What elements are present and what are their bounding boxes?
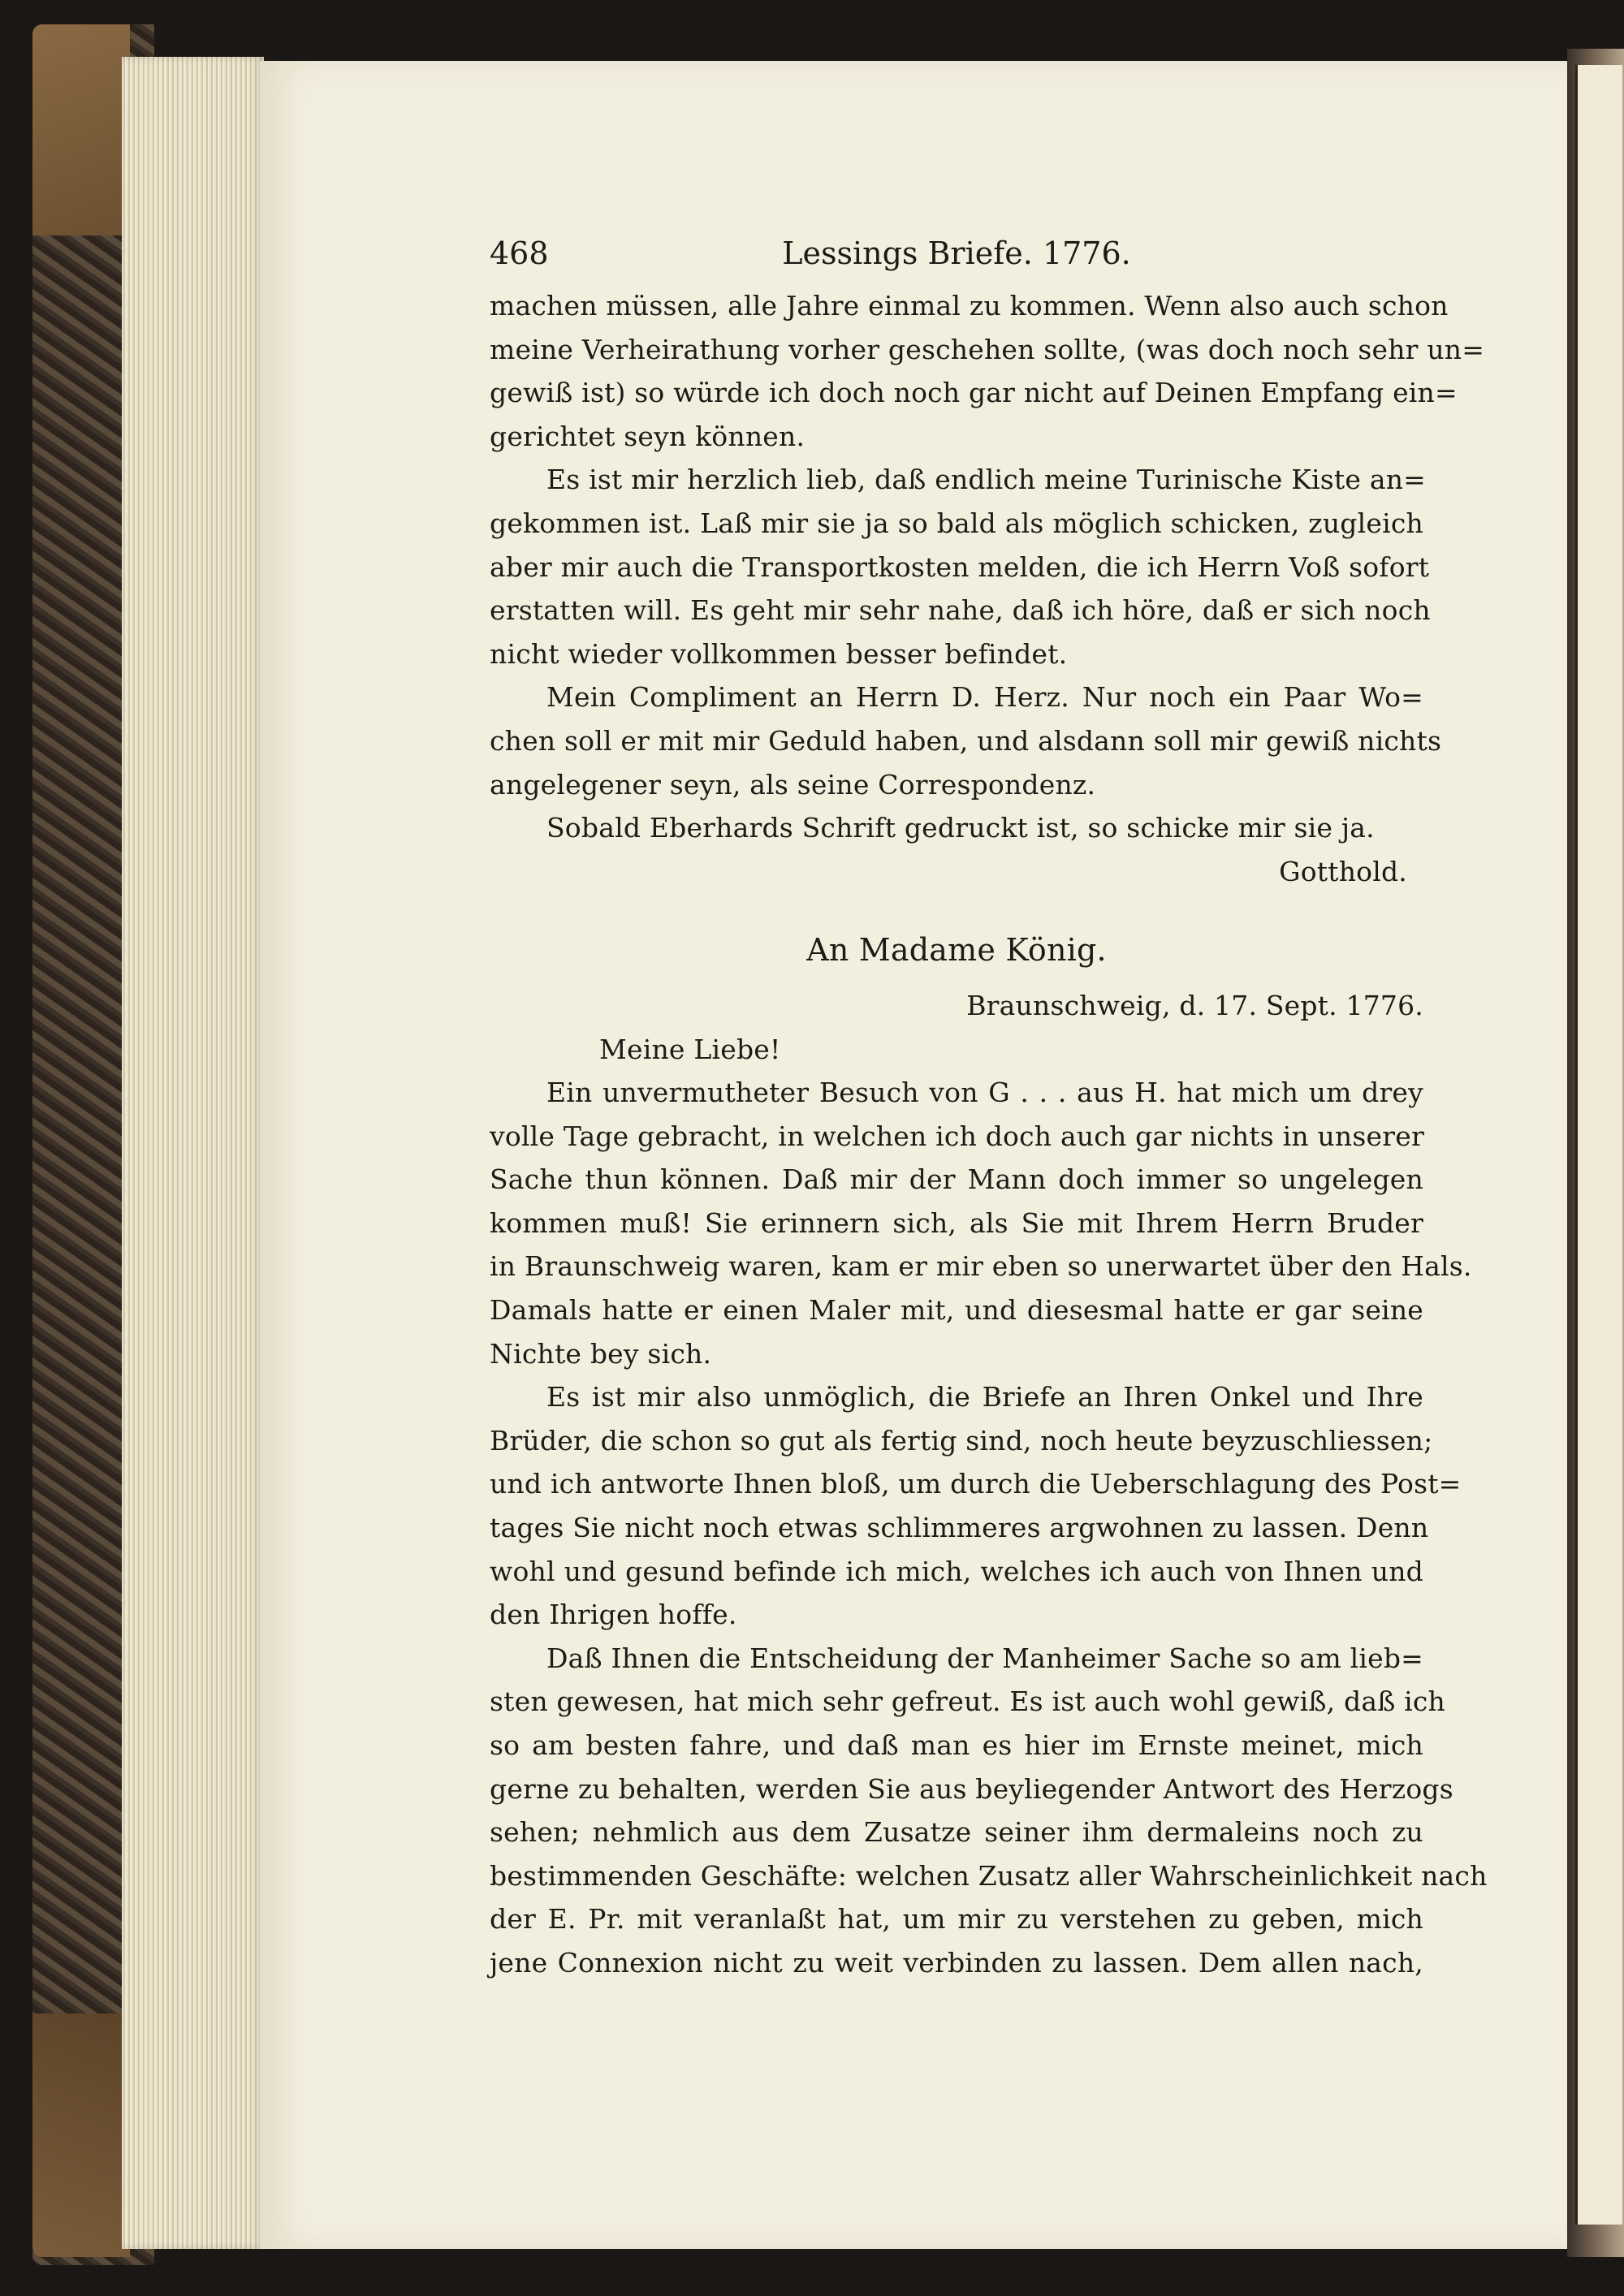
text-line: wohl und gesund befinde ich mich, welches ich auch von Ihnen und: [490, 1555, 1423, 1587]
cover-leather-corner-bottom: [32, 2013, 130, 2257]
text-line: gerne zu behalten, werden Sie aus beyliegender Antwort des Herzogs: [490, 1772, 1453, 1805]
letter-1: [490, 284, 1485, 893]
text-line: kommen muß! Sie erinnern sich, als Sie mit Ihrem Herrn Bruder: [490, 1206, 1423, 1239]
running-title: Lessings Briefe. 1776.: [782, 235, 1131, 271]
text-line: Daß Ihnen die Entscheidung der Manheimer Sache so am lieb=: [546, 1642, 1423, 1674]
text-line: bestimmenden Geschäfte: welchen Zusatz aller Wahrscheinlichkeit nach: [490, 1859, 1488, 1892]
text-line: Sache thun können. Daß mir der Mann doch immer so ungelegen: [490, 1163, 1423, 1196]
facing-page-edge: [1575, 65, 1622, 2225]
text-line: Es ist mir herzlich lieb, daß endlich meine Turinische Kiste an=: [546, 464, 1426, 496]
text-line: machen müssen, alle Jahre einmal zu kommen. Wenn also auch schon: [490, 290, 1449, 322]
page-text: [490, 235, 1488, 1985]
text-line: Ein unvermutheter Besuch von G . . . aus H. hat mich um drey: [546, 1077, 1423, 1109]
text-line: nicht wieder vollkommen besser befindet.: [490, 637, 1068, 670]
place-date: Braunschweig, d. 17. Sept. 1776.: [966, 989, 1423, 1021]
text-line: Nichte bey sich.: [490, 1337, 712, 1370]
text-line: den Ihrigen hoffe.: [490, 1599, 737, 1631]
letter-2: [490, 929, 1488, 1984]
text-line: Brüder, die schon so gut als fertig sind, noch heute beyzuschliessen;: [490, 1424, 1433, 1457]
cover-leather-corner-top: [32, 24, 130, 235]
page-header: [490, 235, 1423, 284]
text-line: angelegener seyn, als seine Correspondenz.: [490, 768, 1096, 801]
text-line: der E. Pr. mit veranlaßt hat, um mir zu verstehen zu geben, mich: [490, 1903, 1423, 1936]
text-line: Mein Compliment an Herrn D. Herz. Nur noch ein Paar Wo=: [546, 681, 1423, 714]
text-line: so am besten fahre, und daß man es hier im Ernste meinet, mich: [490, 1729, 1423, 1761]
text-line: meine Verheirathung vorher geschehen sollte, (was doch noch sehr un=: [490, 333, 1485, 365]
salutation: Meine Liebe!: [599, 1033, 781, 1065]
text-line: sten gewesen, hat mich sehr gefreut. Es ist auch wohl gewiß, daß ich: [490, 1685, 1446, 1718]
page-number: 468: [490, 235, 549, 271]
text-line: jene Connexion nicht zu weit verbinden zu lassen. Dem allen nach,: [490, 1946, 1423, 1979]
page-edges: [122, 57, 264, 2249]
text-line: gewiß ist) so würde ich doch noch gar nicht auf Deinen Empfang ein=: [490, 377, 1458, 409]
text-line: Damals hatte er einen Maler mit, und diesesmal hatte er gar seine: [490, 1294, 1423, 1327]
letter-heading: An Madame König.: [806, 932, 1107, 969]
text-line: chen soll er mit mir Geduld haben, und alsdann soll mir gewiß nichts: [490, 724, 1442, 757]
text-line: gekommen ist. Laß mir sie ja so bald als möglich schicken, zugleich: [490, 507, 1423, 539]
text-line: und ich antworte Ihnen bloß, um durch die Ueberschlagung des Post=: [490, 1468, 1462, 1500]
text-line: aber mir auch die Transportkosten melden, die ich Herrn Voß sofort: [490, 550, 1430, 583]
text-line: volle Tage gebracht, in welchen ich doch auch gar nichts in unserer: [490, 1120, 1424, 1152]
text-line: gerichtet seyn können.: [490, 420, 806, 452]
text-line: Sobald Eberhards Schrift gedruckt ist, so schicke mir sie ja.: [546, 812, 1375, 844]
text-line: erstatten will. Es geht mir sehr nahe, daß ich höre, daß er sich noch: [490, 594, 1431, 627]
text-line: tages Sie nicht noch etwas schlimmeres argwohnen zu lassen. Denn: [490, 1512, 1429, 1544]
text-line: in Braunschweig waren, kam er mir eben so unerwartet über den Hals.: [490, 1250, 1472, 1283]
signature: Gotthold.: [1279, 855, 1407, 887]
text-line: Es ist mir also unmöglich, die Briefe an Ihren Onkel und Ihre: [546, 1381, 1423, 1413]
text-line: sehen; nehmlich aus dem Zusatze seiner ihm dermaleins noch zu: [490, 1816, 1423, 1849]
